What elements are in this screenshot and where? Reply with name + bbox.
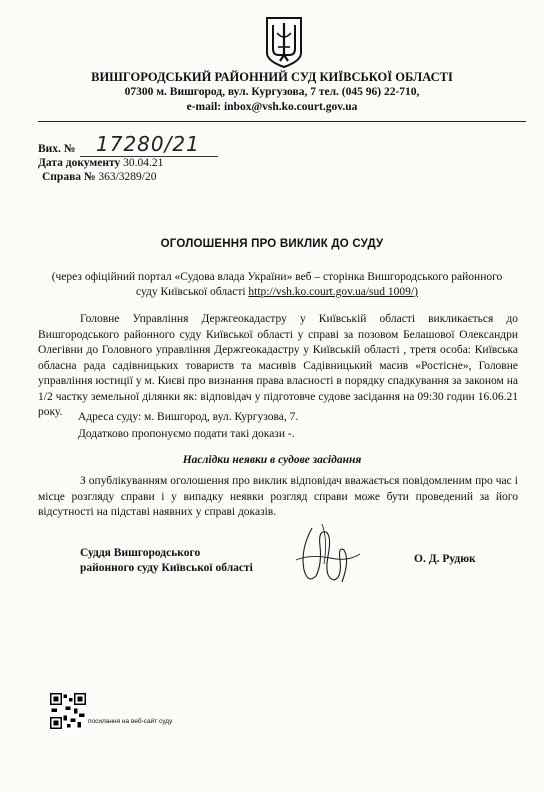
outgoing-number-label: Вих. № — [38, 143, 76, 155]
additional-evidence-line: Додатково пропонуємо подати такі докази -. — [78, 428, 295, 440]
court-email: e-mail: inbox@vsh.ko.court.gov.ua — [186, 101, 358, 113]
court-name: ВИШГОРОДСЬКИЙ РАЙОННИЙ СУД КИЇВСЬКОЇ ОБЛАСТІ — [91, 70, 453, 84]
case-number — [42, 171, 156, 183]
court-website-link[interactable]: http://vsh.ko.court.gov.ua/sud 1009/) — [248, 286, 418, 298]
document-date-value: 30.04.21 — [123, 157, 164, 169]
consequences-paragraph: З опублікуванням оголошення про виклик відповідач вважається повідомленим про час і місце розгляду справи і у випадку неявки розгляд справи може бути проведений за його відсутності на підставі наявних у справі доказів. — [38, 475, 518, 518]
consequences-heading: Наслідки неявки в судове засідання — [182, 454, 362, 466]
qr-code-icon[interactable] — [50, 693, 86, 729]
handwritten-signature — [282, 520, 366, 592]
qr-caption: посилання на веб-сайт суду — [88, 718, 173, 725]
document-date-label: Дата документу — [38, 157, 121, 169]
court-address: 07300 м. Вишгород, вул. Кургузова, 7 тел. (045 96) 22-710, — [124, 86, 420, 98]
summons-paragraph: Головне Управління Держгеокадастру у Київській області викликається до Вишгородського районного суду Київської області у справі за позовом Белашової Олександри Олегівни до Головного управління Держгеокадастру у Київській області , третя особа: Київська обласна рада садівницьких товариств та масивів Садівницький масив «Ростісне», Головне управління юстиції у м. Києві про визнання права власності в порядку спадкування за законом на 1/2 частку земельної ділянки як: відповідач у підготовче судове засідання на 09:30 годин 16.06.21 року. — [38, 313, 518, 418]
judge-title-line1: Суддя Вишгородського — [80, 547, 201, 559]
case-number-value: 363/3289/20 — [98, 171, 157, 183]
subtitle-text: (через офіційний портал «Судова влада України» веб – сторінка Вишгородського районного суду Київської області — [51, 271, 503, 298]
coat-of-arms-emblem — [264, 15, 304, 69]
outgoing-number-handwritten: 17280/21 — [96, 132, 200, 156]
document-subtitle — [40, 270, 514, 300]
judge-title-line2: районного суду Київської області — [80, 562, 253, 574]
judge-title — [80, 546, 253, 576]
case-number-label: Справа № — [42, 171, 96, 183]
header-divider — [38, 121, 526, 122]
document-date — [38, 157, 163, 169]
document-title: ОГОЛОШЕННЯ ПРО ВИКЛИК ДО СУДУ — [160, 238, 384, 250]
judge-name: О. Д. Рудюк — [414, 553, 476, 565]
court-address-line: Адреса суду: м. Вишгород, вул. Кургузова, 7. — [78, 411, 299, 423]
